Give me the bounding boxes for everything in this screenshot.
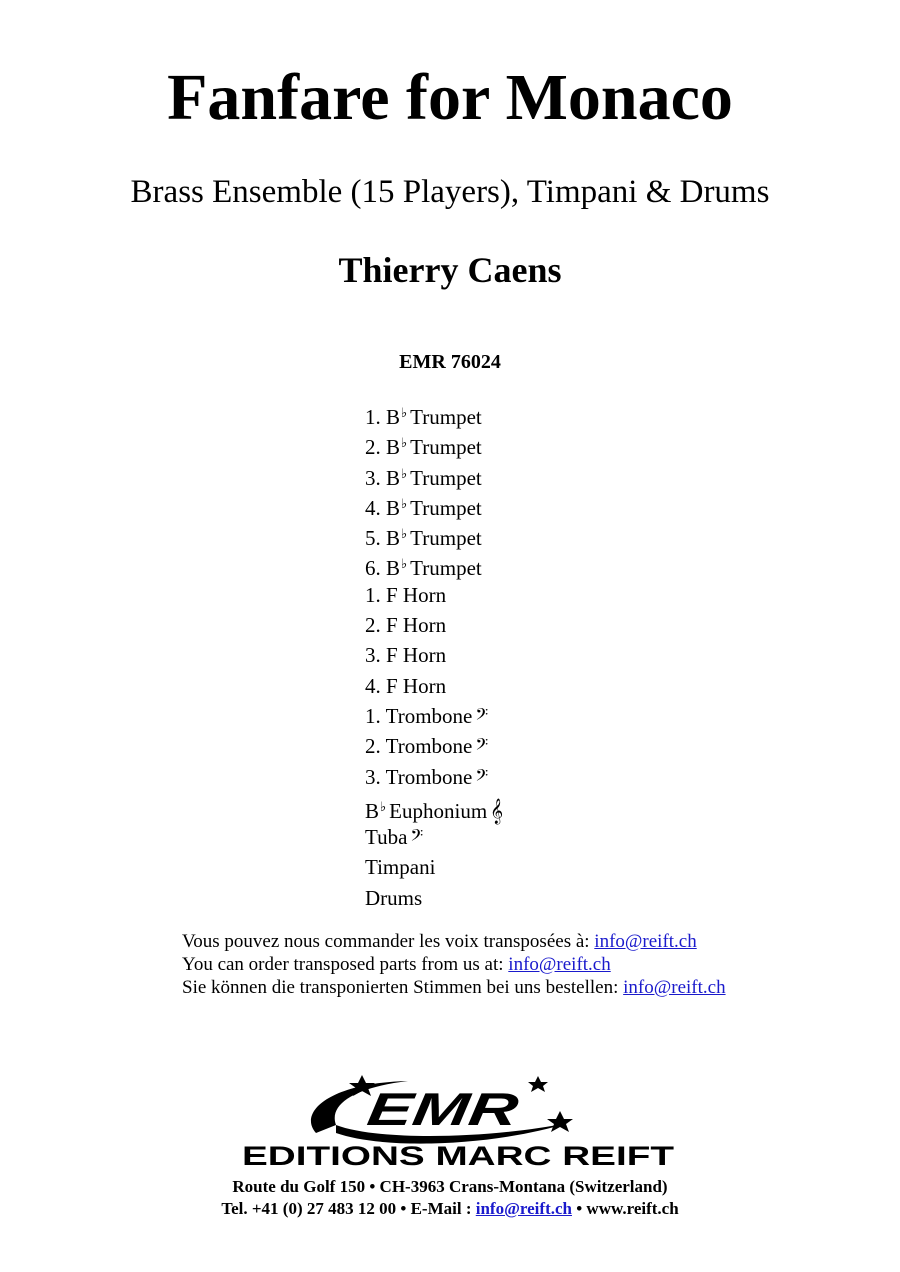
flat-sign: ♭ — [401, 465, 408, 481]
subtitle: Brass Ensemble (15 Players), Timpani & Drums — [130, 174, 770, 210]
part-name: Timpani — [365, 855, 436, 880]
parts-list — [365, 398, 503, 913]
emr-logo — [238, 1073, 678, 1173]
flat-sign: ♭ — [401, 405, 408, 420]
part-name: 4. F Horn — [365, 673, 447, 698]
part-prefix: 3. B — [365, 465, 401, 490]
part-name: 2. F Horn — [365, 613, 447, 638]
part-name: Tuba — [365, 825, 408, 850]
contact-line — [0, 1198, 900, 1220]
part-item — [365, 671, 503, 701]
part-prefix: B — [365, 798, 380, 823]
tel-text: Tel. +41 (0) 27 483 12 00 • E-Mail : — [221, 1199, 472, 1218]
part-item — [365, 792, 503, 822]
part-name: 3. F Horn — [365, 643, 447, 668]
part-item — [365, 580, 503, 610]
logo-name: EDITIONS MARC REIFT — [242, 1141, 675, 1171]
publisher-address — [0, 1176, 900, 1220]
part-item — [365, 731, 503, 761]
part-item — [365, 701, 503, 731]
part-item — [365, 428, 503, 458]
email-link[interactable]: info@reift.ch — [623, 977, 726, 998]
flat-sign: ♭ — [401, 556, 408, 572]
order-note-line — [182, 930, 726, 953]
order-note-line — [182, 976, 726, 999]
part-name: 2. Trombone — [365, 734, 473, 759]
order-note-text: Sie können die transponierten Stimmen bei uns bestellen: — [182, 977, 619, 998]
part-name: Trumpet — [410, 526, 482, 551]
catalog-number: EMR 76024 — [399, 351, 501, 373]
part-item — [365, 459, 503, 489]
email-link[interactable]: info@reift.ch — [508, 954, 611, 975]
part-name: Trumpet — [410, 556, 482, 581]
order-note-line — [182, 953, 726, 976]
treble-clef-icon: 𝄞 — [490, 798, 504, 824]
order-note-text: Vous pouvez nous commander les voix transposées à: — [182, 931, 590, 952]
part-prefix: 4. B — [365, 495, 401, 520]
part-name: 1. Trombone — [365, 703, 473, 728]
bass-clef-icon: 𝄢 — [475, 734, 489, 759]
part-name: Euphonium — [389, 798, 488, 823]
part-item — [365, 762, 503, 792]
part-name: Drums — [365, 885, 423, 910]
composer-name: Thierry Caens — [338, 250, 562, 290]
part-prefix: 5. B — [365, 526, 401, 551]
part-name: 3. Trombone — [365, 764, 473, 789]
star-icon — [547, 1111, 573, 1132]
bass-clef-icon: 𝄢 — [475, 703, 489, 728]
page-title: Fanfare for Monaco — [167, 61, 733, 134]
part-name: Trumpet — [410, 465, 482, 490]
flat-sign: ♭ — [401, 435, 408, 451]
footer-email-link[interactable]: info@reift.ch — [475, 1199, 572, 1218]
part-prefix: 6. B — [365, 556, 401, 581]
part-item — [365, 519, 503, 549]
flat-sign: ♭ — [380, 798, 387, 814]
order-notes — [182, 930, 726, 999]
part-item — [365, 489, 503, 519]
part-item — [365, 883, 503, 913]
part-name: Trumpet — [410, 435, 482, 460]
part-prefix: 1. B — [365, 405, 401, 429]
web-text: • www.reift.ch — [576, 1199, 679, 1218]
part-item — [365, 610, 503, 640]
part-item — [365, 640, 503, 670]
part-item — [365, 549, 503, 579]
flat-sign: ♭ — [401, 495, 408, 511]
bass-clef-icon: 𝄢 — [475, 764, 489, 789]
part-item — [365, 822, 503, 852]
email-link[interactable]: info@reift.ch — [594, 931, 697, 952]
bass-clef-icon: 𝄢 — [410, 825, 424, 850]
star-icon — [528, 1076, 548, 1092]
part-name: Trumpet — [410, 405, 482, 429]
logo-mark: EMR — [364, 1083, 474, 1135]
part-name: 1. F Horn — [365, 582, 447, 607]
part-item — [365, 398, 503, 428]
part-name: Trumpet — [410, 495, 482, 520]
flat-sign: ♭ — [401, 526, 408, 542]
part-item — [365, 852, 503, 882]
address-line: Route du Golf 150 • CH-3963 Crans-Montana (Switzerland) — [232, 1177, 668, 1196]
order-note-text: You can order transposed parts from us at: — [182, 954, 504, 975]
part-prefix: 2. B — [365, 435, 401, 460]
